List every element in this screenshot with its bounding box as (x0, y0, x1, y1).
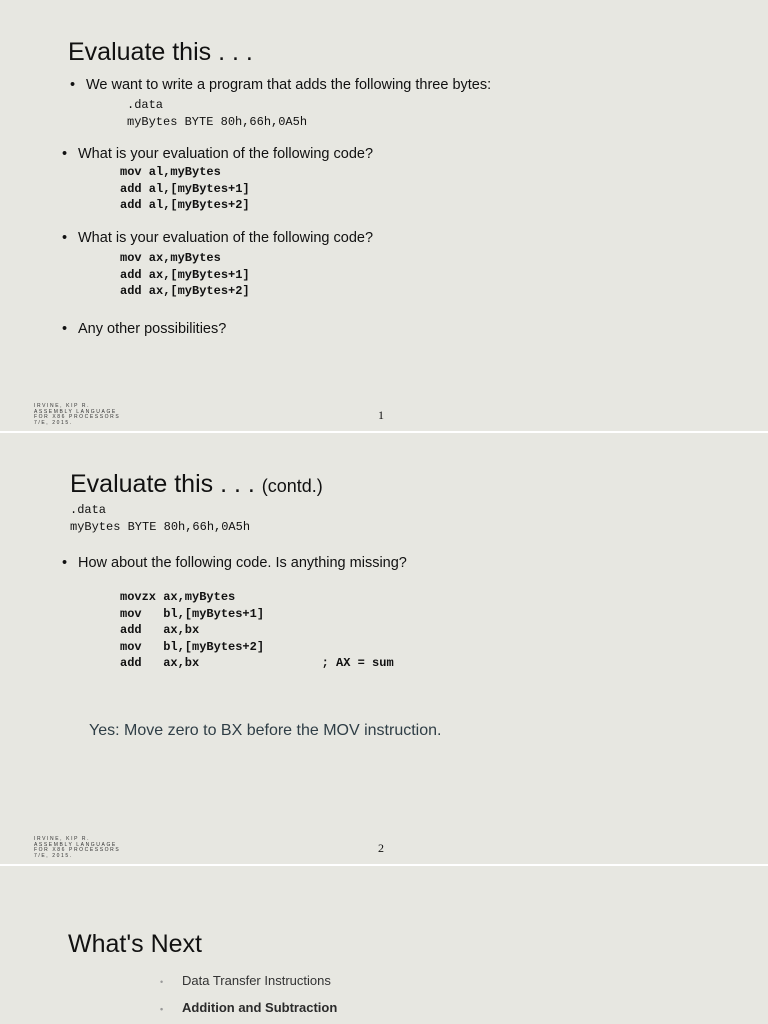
citation-footer: IRVINE, KIP R. ASSEMBLY LANGUAGE FOR X86 PROCESSORS 7/E, 2015. (34, 403, 121, 426)
bullet-item (62, 555, 407, 571)
code-block: mov al,myBytes add al,[myBytes+1] add al,[myBytes+2] (120, 165, 250, 212)
bullet-item (70, 77, 491, 93)
bullet-item (62, 321, 226, 337)
bullet-text: Any other possibilities? (78, 321, 227, 337)
slide-2-title (70, 470, 323, 499)
bullet-text: What is your evaluation of the following code? (78, 230, 374, 246)
bullet-dot-icon: • (160, 977, 164, 987)
citation-footer: IRVINE, KIP R. ASSEMBLY LANGUAGE FOR X86 PROCESSORS 7/E, 2015. (34, 836, 121, 859)
bullet-dot-icon: • (70, 77, 76, 93)
slide-3 (0, 866, 768, 1024)
title-suffix: (contd.) (261, 476, 323, 496)
page-number: 1 (378, 408, 384, 422)
list-item-label: Data Transfer Instructions (182, 973, 331, 988)
slide-2 (0, 433, 768, 864)
bullet-dot-icon: • (62, 555, 68, 571)
slide-3-title: What's Next (68, 930, 202, 958)
slide-1-title: Evaluate this . . . (68, 38, 253, 66)
list-item-label: Addition and Subtraction (182, 1000, 338, 1015)
code-block: movzx ax,myBytes mov bl,[myBytes+1] add ax,bx mov bl,[myBytes+2] add ax,bx ; AX = sum (120, 590, 394, 670)
slide-1 (0, 0, 768, 431)
code-block: mov ax,myBytes add ax,[myBytes+1] add ax,[myBytes+2] (120, 251, 250, 298)
bullet-text: What is your evaluation of the following code? (78, 146, 374, 162)
bullet-dot-icon: • (62, 146, 68, 162)
answer-text: Yes: Move zero to BX before the MOV instruction. (89, 722, 442, 739)
bullet-text: We want to write a program that adds the following three bytes: (86, 77, 492, 93)
bullet-item (62, 230, 373, 246)
bullet-dot-icon: • (62, 321, 68, 337)
list-item (160, 973, 331, 988)
page-number: 2 (378, 841, 384, 855)
title-main: Evaluate this . . . (70, 470, 255, 498)
bullet-dot-icon: • (62, 230, 68, 246)
list-item-current (160, 1000, 337, 1015)
code-block: .data myBytes BYTE 80h,66h,0A5h (70, 503, 251, 534)
bullet-item (62, 146, 373, 162)
code-block: .data myBytes BYTE 80h,66h,0A5h (127, 98, 308, 129)
bullet-text: How about the following code. Is anything missing? (78, 555, 407, 571)
bullet-dot-icon: • (160, 1004, 164, 1014)
